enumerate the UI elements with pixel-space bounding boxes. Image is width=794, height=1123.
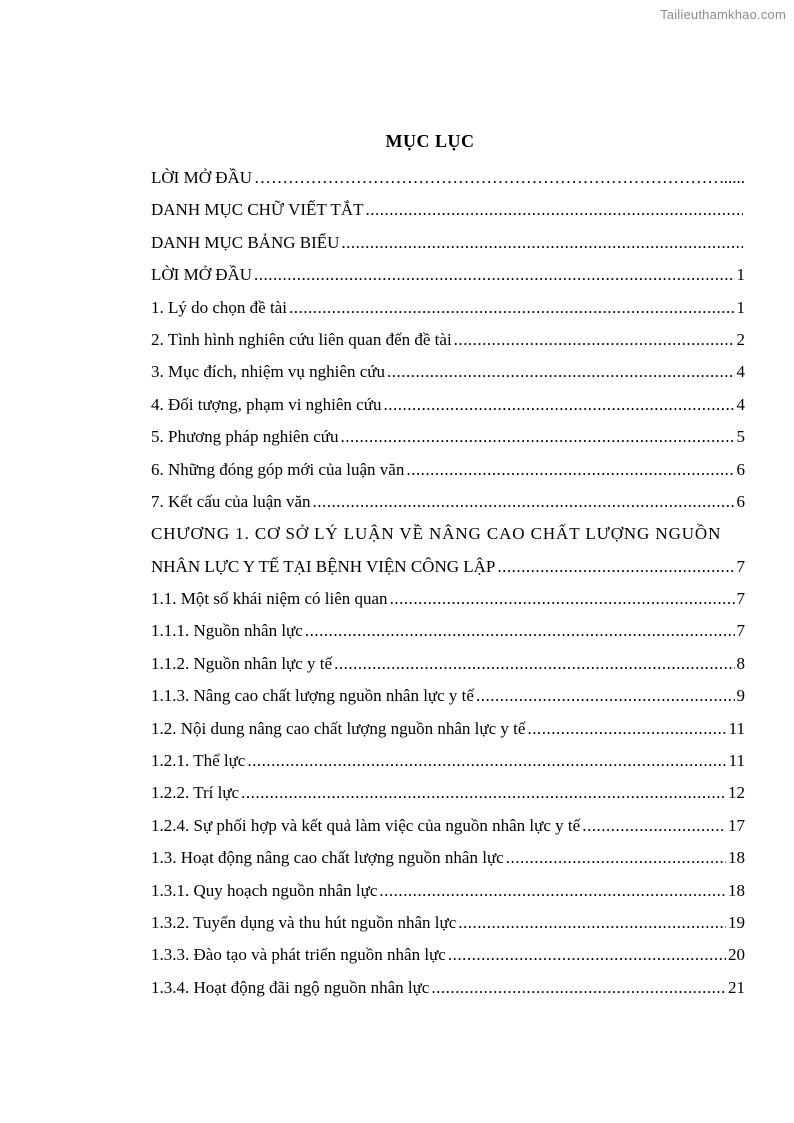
toc-entry[interactable]: [151, 227, 745, 259]
page-title: MỤC LỤC: [385, 131, 475, 151]
toc-entry-label: 1.2.2. Trí lực: [151, 783, 240, 803]
table-of-contents: [151, 162, 745, 1004]
toc-dot-leader: [390, 583, 735, 615]
toc-entry-page: 17: [728, 815, 745, 835]
toc-entry[interactable]: [151, 356, 745, 388]
toc-entry[interactable]: [151, 875, 745, 907]
toc-dot-leader: [476, 680, 735, 712]
toc-entry-page: 12: [728, 783, 745, 803]
toc-entry[interactable]: [151, 583, 745, 615]
toc-entry-label: 1.1. Một số khái niệm có liên quan: [151, 589, 388, 609]
toc-dot-leader: [289, 292, 735, 324]
toc-entry[interactable]: [151, 421, 745, 453]
toc-dot-leader: [582, 810, 726, 842]
toc-dot-leader: [497, 551, 734, 583]
toc-dot-leader: [454, 324, 735, 356]
toc-entry[interactable]: [151, 389, 745, 421]
toc-entry-page: 11: [728, 751, 745, 771]
toc-entry[interactable]: [151, 324, 745, 356]
toc-dot-leader: [527, 713, 726, 745]
toc-dot-leader: [379, 875, 726, 907]
toc-entry-label: 5. Phương pháp nghiên cứu: [151, 427, 339, 447]
toc-entry-label: 1.2. Nội dung nâng cao chất lượng nguồn nhân lực y tế: [151, 718, 526, 738]
toc-entry[interactable]: [151, 939, 745, 971]
toc-entry[interactable]: [151, 842, 745, 874]
toc-entry-label: LỜI MỞ ĐẦU: [151, 265, 253, 285]
toc-entry-page: 19: [728, 912, 745, 932]
toc-entry-page: 7: [736, 589, 745, 609]
toc-entry-label: 1.3.1. Quy hoạch nguồn nhân lực: [151, 880, 378, 900]
toc-dot-leader: [247, 745, 726, 777]
toc-dot-leader: [340, 421, 734, 453]
toc-entry-label: 1.1.1. Nguồn nhân lực: [151, 621, 303, 641]
toc-entry-page: 7: [736, 556, 745, 576]
toc-entry[interactable]: [151, 292, 745, 324]
toc-entry-page: 6: [736, 491, 745, 511]
toc-entry-page: 4: [736, 362, 745, 382]
toc-entry-page: 8: [736, 653, 745, 673]
toc-dot-leader: [254, 259, 734, 291]
toc-entry-page: 18: [728, 848, 745, 868]
toc-dot-leader: [254, 162, 717, 194]
toc-entry-label: 1.3.3. Đào tạo và phát triển nguồn nhân lực: [151, 945, 446, 965]
toc-entry-label: LỜI MỞ ĐẦU: [151, 168, 253, 187]
toc-entry-page: 11: [728, 718, 745, 738]
toc-entry[interactable]: [151, 615, 745, 647]
toc-entry[interactable]: [151, 551, 745, 583]
toc-entry-label: 3. Mục đích, nhiệm vụ nghiên cứu: [151, 362, 385, 382]
toc-entry-label: 1. Lý do chọn đề tài: [151, 297, 287, 317]
toc-entry-label: NHÂN LỰC Y TẾ TẠI BỆNH VIỆN CÔNG LẬP: [151, 556, 496, 576]
toc-dot-leader: [448, 939, 726, 971]
toc-entry-label: 1.1.2. Nguồn nhân lực y tế: [151, 653, 333, 673]
toc-entry-label: 6. Những đóng góp mới của luận văn: [151, 459, 405, 479]
toc-entry-label: 1.2.1. Thể lực: [151, 751, 246, 771]
toc-entry[interactable]: [151, 648, 745, 680]
toc-entry-page: 9: [736, 686, 745, 706]
toc-entry-label: DANH MỤC CHỮ VIẾT TẮT: [151, 200, 364, 220]
toc-entry-label: 1.2.4. Sự phối hợp và kết quả làm việc của nguồn nhân lực y tế: [151, 815, 581, 835]
toc-entry-label: 1.3. Hoạt động nâng cao chất lượng nguồn nhân lực: [151, 848, 504, 868]
toc-entry-page: 5: [736, 427, 745, 447]
toc-chapter-heading[interactable]: [151, 518, 745, 550]
toc-entry[interactable]: [151, 162, 745, 194]
toc-dot-leader: [506, 842, 726, 874]
toc-dot-leader: [458, 907, 726, 939]
toc-entry-page: 7: [736, 621, 745, 641]
toc-dot-leader: [431, 972, 726, 1004]
toc-dot-leader: [305, 615, 735, 647]
toc-entry[interactable]: [151, 454, 745, 486]
toc-entry[interactable]: [151, 486, 745, 518]
toc-dot-leader: [365, 194, 743, 226]
toc-entry-label: 1.3.2. Tuyển dụng và thu hút nguồn nhân lực: [151, 912, 457, 932]
toc-entry-label: 2. Tình hình nghiên cứu liên quan đến đề tài: [151, 329, 452, 349]
toc-entry-page: 18: [728, 880, 745, 900]
toc-entry-label: CHƯƠNG 1. CƠ SỞ LÝ LUẬN VỀ NÂNG CAO CHẤT LƯỢNG NGUỒN: [151, 524, 722, 544]
toc-entry[interactable]: [151, 713, 745, 745]
watermark: Tailieuthamkhao.com: [660, 7, 786, 22]
toc-entry-label: 4. Đối tượng, phạm vi nghiên cứu: [151, 394, 382, 414]
toc-entry-page: 4: [736, 394, 745, 414]
toc-entry-label: DANH MỤC BẢNG BIỂU: [151, 232, 340, 252]
toc-entry-label: 1.1.3. Nâng cao chất lượng nguồn nhân lực y tế: [151, 686, 474, 706]
toc-entry-page: 2: [736, 329, 745, 349]
toc-entry[interactable]: [151, 745, 745, 777]
toc-entry[interactable]: [151, 810, 745, 842]
toc-dot-leader: [241, 777, 726, 809]
toc-entry-page: 1: [736, 265, 745, 285]
toc-entry-page: 1: [736, 297, 745, 317]
toc-dot-leader: [313, 486, 735, 518]
toc-entry-page: 20: [728, 945, 745, 965]
toc-entry[interactable]: [151, 907, 745, 939]
toc-entry-label: 1.3.4. Hoạt động đãi ngộ nguồn nhân lực: [151, 977, 430, 997]
toc-entry[interactable]: [151, 777, 745, 809]
toc-entry-label: 7. Kết cấu của luận văn: [151, 491, 311, 511]
toc-entry[interactable]: [151, 194, 745, 226]
toc-entry[interactable]: [151, 680, 745, 712]
toc-entry-page: 21: [728, 977, 745, 997]
toc-entry-page: 6: [736, 459, 745, 479]
toc-dot-leader: [387, 356, 735, 388]
toc-dot-leader: [406, 454, 734, 486]
toc-entry-page: ......: [719, 168, 745, 187]
toc-dot-leader: [383, 389, 734, 421]
toc-entry[interactable]: [151, 972, 745, 1004]
toc-entry[interactable]: [151, 259, 745, 291]
toc-dot-leader: [334, 648, 734, 680]
toc-dot-leader: [341, 227, 743, 259]
